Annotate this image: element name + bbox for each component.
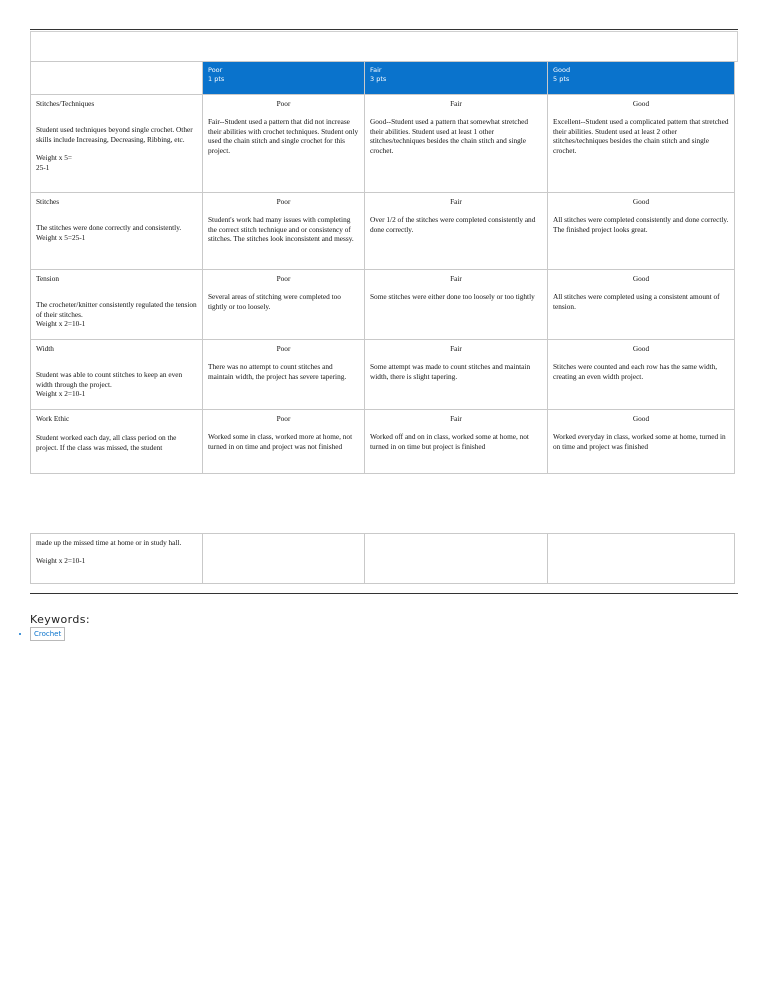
criterion-title: Stitches [36,197,60,206]
criterion-cell [31,193,203,270]
rating-description: Over 1/2 of the stitches were completed consistently and done correctly. [370,215,536,234]
rating-header-poor [203,62,365,95]
rating-title: Good [632,197,650,206]
top-rule [30,29,738,30]
rating-cell [365,270,548,340]
criterion-title: Tension [36,274,59,283]
rating-description: There was no attempt to count stitches and maintain width, the project has severe tapering. [208,362,347,381]
rating-cell [203,95,365,193]
rating-description: Worked off and on in class, worked some at home, not turned in on time but project is finished [370,432,529,451]
rating-header-good [548,62,735,95]
rating-title: Fair [450,99,462,108]
keywords-list [0,627,65,641]
rating-description: Several areas of stitching were completed too tightly or too loosely. [208,292,341,311]
rating-title: Poor [276,274,291,283]
criterion-weight: Weight x 2=10-1 [36,319,86,329]
rating-title: Poor [276,99,291,108]
criterion-cell [31,270,203,340]
rating-description: All stitches were completed using a consistent amount of tension. [553,292,720,311]
rating-cell [203,534,365,584]
rating-cell [548,270,735,340]
rating-title: Good [632,99,650,108]
rating-description: Stitches were counted and each row has the same width, creating an even width project. [553,362,718,381]
rating-description: Excellent--Student used a complicated pattern that stretched their abilities. Student used at least 2 other stitches/techniques besides the chain stitch and single crochet. [553,117,729,155]
criterion-title: Width [36,344,54,353]
rating-header-points: 3 pts [370,75,387,83]
rating-cell [365,95,548,193]
rating-title: Good [632,414,650,423]
rating-description: Worked some in class, worked more at home, not turned in on time and project was not finished [208,432,353,451]
rating-cell [365,534,548,584]
criterion-description: Student was able to count stitches to keep an even width through the project. [36,370,183,389]
criterion-row-stitches-techniques [31,95,735,193]
criterion-description: The crocheter/knitter consistently regulated the tension of their stitches. [36,300,197,319]
rating-cell [548,534,735,584]
rating-title: Fair [450,197,462,206]
rating-description: Worked everyday in class, worked some at home, turned in on time and project was finished [553,432,726,451]
criterion-title: Stitches/Techniques [36,99,95,108]
rating-title: Poor [276,197,291,206]
rating-description: Some attempt was made to count stitches and maintain width, there is slight tapering. [370,362,531,381]
rating-cell [203,193,365,270]
criterion-description: Student used techniques beyond single crochet. Other skills include Increasing, Decreasing, Ribbing, etc. [36,125,193,144]
rating-header-points: 5 pts [553,75,570,83]
rating-cell [365,193,548,270]
criterion-description: The stitches were done correctly and consistently. [36,223,182,233]
criterion-cell [31,410,203,474]
rating-header-name: Good [553,66,571,74]
rating-cell [203,270,365,340]
rating-cell [365,340,548,410]
rating-title: Good [632,274,650,283]
rating-title: Poor [276,414,291,423]
criterion-title: Work Ethic [36,414,70,423]
rubric-title-box [30,31,738,62]
rating-header-name: Poor [208,66,223,74]
criterion-row-work-ethic [31,410,735,474]
rating-header-name: Fair [370,66,382,74]
criterion-cell [31,340,203,410]
rating-title: Poor [276,344,291,353]
rating-description: Good--Student used a pattern that somewhat stretched their abilities. Student used at least 1 other stitches/techniques besides the chain stitch and single crochet. [370,117,529,155]
criterion-cell [31,95,203,193]
rating-cell [548,95,735,193]
criterion-description-continued: made up the missed time at home or in study hall. [36,538,182,547]
rating-title: Fair [450,414,462,423]
rubric-table-continued [30,533,735,584]
rating-cell [203,340,365,410]
keywords-label: Keywords: [30,613,91,626]
criteria-header-cell [31,62,203,95]
keyword-item [30,627,65,641]
criterion-weight: Weight x 5=25-1 [36,232,86,242]
criterion-row-work-ethic-continued [31,534,735,584]
criterion-score: 25-1 [36,162,50,172]
keyword-link-crochet[interactable]: Crochet [30,627,65,641]
rating-header-points: 1 pts [208,75,225,83]
rating-cell [203,410,365,474]
criterion-description: Student worked each day, all class period on the project. If the class was missed, the student [36,433,177,452]
rating-description: All stitches were completed consistently and done correctly. The finished project looks great. [553,215,729,234]
rubric-header-row [31,62,735,95]
criterion-row-width [31,340,735,410]
criterion-cell [31,534,203,584]
rating-cell [548,410,735,474]
criterion-weight: Weight x 2=10-1 [36,389,86,399]
criterion-weight: Weight x 5= [36,153,72,163]
rating-cell [365,410,548,474]
rating-cell [548,340,735,410]
rating-description: Student's work had many issues with completing the correct stitch technique and or consistency of stitches. The stitches look inconsistent and messy. [208,215,354,244]
rating-title: Good [632,344,650,353]
rating-description: Fair--Student used a pattern that did not increase their abilities with crochet techniques. Student only used the chain stitch and single crochet for this project. [208,117,359,155]
rubric-table [30,61,735,474]
rating-header-fair [365,62,548,95]
criterion-row-tension [31,270,735,340]
rating-title: Fair [450,344,462,353]
criterion-weight: Weight x 2=10-1 [36,556,86,566]
bottom-rule [30,593,738,594]
rating-cell [548,193,735,270]
rating-description: Some stitches were either done too loosely or too tightly [370,292,535,302]
criterion-row-stitches [31,193,735,270]
rating-title: Fair [450,274,462,283]
